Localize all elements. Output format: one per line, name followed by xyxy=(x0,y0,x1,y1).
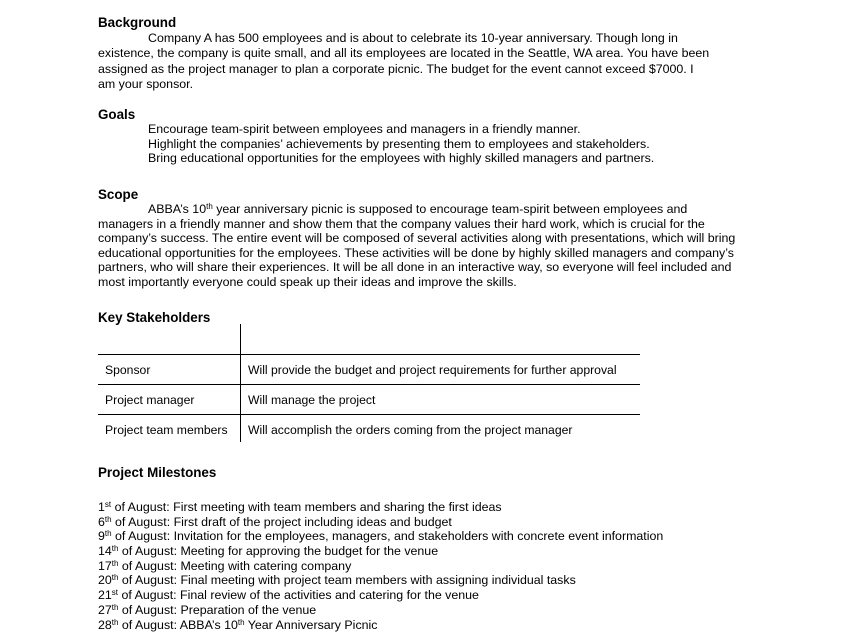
milestone-item xyxy=(98,603,778,618)
goals-list xyxy=(98,122,778,166)
milestone-item xyxy=(98,588,778,603)
stakeholder-desc: Will provide the budget and project requirements for further approval xyxy=(248,363,617,377)
milestone-suf: th xyxy=(111,617,119,627)
stakeholder-role: Project team members xyxy=(105,423,228,437)
background-line: assigned as the project manager to plan a corporate picnic. The budget for the event cannot exceed $7000. I xyxy=(98,61,694,76)
stakeholders-table xyxy=(98,324,640,442)
milestone-day: 17 xyxy=(98,558,112,573)
milestone-suf: th xyxy=(104,529,112,539)
scope-line: educational opportunities for the employees. These activities will be done by highly skilled managers and company’s xyxy=(98,245,734,260)
milestone-suf: th xyxy=(111,558,119,568)
milestone-day: 9 xyxy=(98,529,105,544)
background-line: Company A has 500 employees and is about to celebrate its 10-year anniversary. Though long in xyxy=(148,31,678,45)
milestone-text: of August: Preparation of the venue xyxy=(118,602,317,617)
milestone-suf: st xyxy=(111,588,119,598)
milestones-heading: Project Milestones xyxy=(98,465,217,480)
goal-item: Encourage team-spirit between employees and managers in a friendly manner. xyxy=(148,122,581,136)
milestone-item xyxy=(98,559,778,574)
milestone-item xyxy=(98,573,778,588)
milestone-text: of August: Invitation for the employees, managers, and stakeholders with concrete event information xyxy=(111,529,664,544)
goal-item: Highlight the companies’ achievements by presenting them to employees and stakeholders. xyxy=(148,136,650,151)
goal-item: Bring educational opportunities for the employees with highly skilled managers and partners. xyxy=(148,151,655,165)
scope-line: managers in a friendly manner and show them that the company values their hard work, which is crucial for the xyxy=(98,216,705,231)
milestone-suf: th xyxy=(111,573,119,583)
milestone-day: 28 xyxy=(98,617,112,632)
milestone-text: of August: First meeting with team members and sharing the first ideas xyxy=(111,500,502,514)
milestone-item xyxy=(98,618,778,633)
milestone-suf: th xyxy=(104,514,112,524)
milestone-item xyxy=(98,544,778,559)
row-divider xyxy=(98,414,640,415)
background-line: am your sponsor. xyxy=(98,77,194,92)
scope-heading: Scope xyxy=(98,187,139,202)
milestone-item xyxy=(98,515,778,530)
column-divider xyxy=(240,324,241,442)
stakeholder-role: Sponsor xyxy=(105,363,151,377)
goals-heading: Goals xyxy=(98,107,136,122)
milestone-text: of August: Meeting for approving the budget for the venue xyxy=(118,544,439,559)
milestone-text: of August: ABBA’s 10 xyxy=(118,617,238,632)
milestone-suf: th xyxy=(111,602,119,612)
scope-line: most importantly everyone could speak up their ideas and improve the skills. xyxy=(98,274,517,289)
milestone-day: 20 xyxy=(98,573,112,588)
milestone-text2: Year Anniversary Picnic xyxy=(244,617,378,632)
milestones-list xyxy=(98,500,778,632)
stakeholder-role: Project manager xyxy=(105,393,195,407)
milestone-text: of August: Final meeting with project team members with assigning individual tasks xyxy=(118,573,576,588)
milestone-day: 1 xyxy=(98,500,105,514)
milestone-text: of August: First draft of the project including ideas and budget xyxy=(111,514,452,529)
row-divider xyxy=(98,354,640,355)
stakeholder-desc: Will accomplish the orders coming from the project manager xyxy=(248,423,573,437)
scope-paragraph xyxy=(98,202,778,290)
scope-text: year anniversary picnic is supposed to encourage team-spirit between employees and xyxy=(212,202,688,216)
milestone-item xyxy=(98,529,778,544)
milestone-sup2: th xyxy=(237,617,245,627)
milestone-day: 21 xyxy=(98,588,112,603)
row-divider xyxy=(98,384,640,385)
stakeholders-heading: Key Stakeholders xyxy=(98,310,211,325)
background-paragraph xyxy=(98,31,778,93)
milestone-day: 27 xyxy=(98,602,112,617)
scope-line: company’s success. The entire event will be composed of several activities along with presentations, which will bring xyxy=(98,231,736,246)
background-heading: Background xyxy=(98,15,177,30)
milestone-text: of August: Final review of the activities and catering for the venue xyxy=(118,588,479,603)
scope-line xyxy=(98,202,778,217)
scope-text: ABBA’s 10 xyxy=(148,202,207,216)
milestone-suf: th xyxy=(111,544,119,554)
milestone-day: 14 xyxy=(98,544,112,559)
stakeholder-desc: Will manage the project xyxy=(248,393,376,407)
background-line: existence, the company is quite small, and all its employees are located in the Seattle, WA area. You have been xyxy=(98,46,710,61)
milestone-day: 6 xyxy=(98,514,105,529)
milestone-suf: st xyxy=(104,500,112,509)
scope-line: partners, who will share their experiences. It will be all done in an interactive way, so everyone will feel included and xyxy=(98,260,732,275)
milestone-text: of August: Meeting with catering company xyxy=(118,558,352,573)
scope-sup: th xyxy=(206,202,213,211)
milestone-item xyxy=(98,500,778,515)
